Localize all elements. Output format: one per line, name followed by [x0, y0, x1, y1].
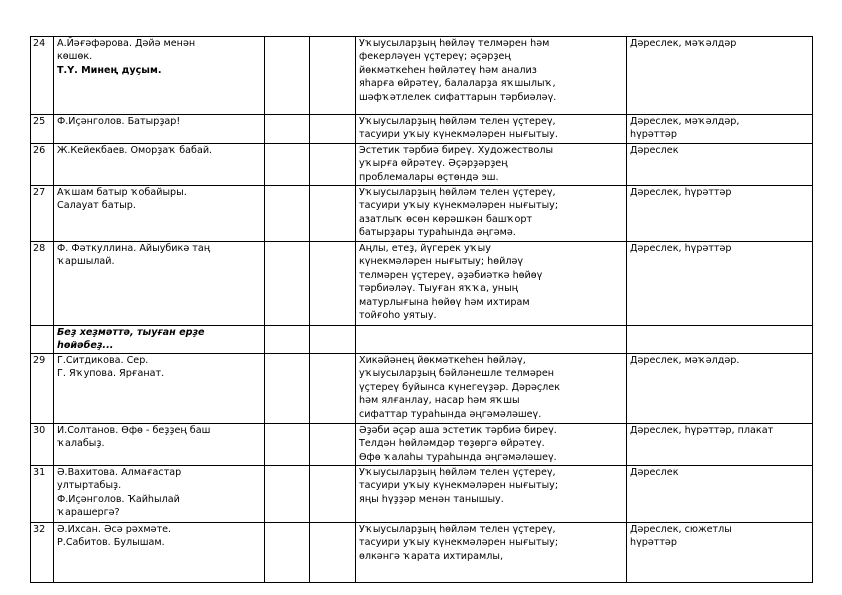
lesson-goals — [356, 466, 627, 523]
lesson-goals — [356, 354, 627, 424]
lesson-materials — [627, 144, 813, 186]
lesson-number: 28 — [31, 242, 54, 326]
empty-cell — [265, 523, 310, 583]
text-line: фекерләүен үҫтереү; әҫәрҙең — [359, 51, 511, 63]
empty-cell — [310, 354, 356, 424]
text-line: шәфҡәтлелек сифаттарын тәрбиәләү. — [359, 91, 557, 103]
lesson-number: 31 — [31, 466, 54, 523]
table-row — [31, 115, 813, 144]
lesson-goals — [356, 37, 627, 115]
text-line: Дәреслек, мәҡәлдәр, — [630, 116, 740, 127]
text-line: Г.Ситдикова. Сер. — [57, 355, 149, 366]
lesson-materials — [627, 326, 813, 354]
text-line: күнекмәләрен нығытыу; һөйләү — [359, 256, 524, 268]
lesson-topic — [54, 354, 265, 424]
text-line: батырҙары тураһында әңгәмә. — [359, 227, 516, 239]
empty-cell — [265, 115, 310, 144]
text-line: Эстетик тәрбиә биреү. Художестволы — [359, 145, 554, 156]
lesson-goals — [356, 242, 627, 326]
text-line: Дәреслек, сюжетлы — [630, 524, 732, 535]
text-line: һөйәбеҙ... — [57, 340, 114, 352]
text-line: азатлыҡ өсөн көрәшкән башҡорт — [359, 213, 533, 225]
text-line: Өфө ҡалаһы тураһында әңгәмәләшеү. — [359, 451, 557, 463]
empty-cell — [265, 186, 310, 242]
lesson-number: 26 — [31, 144, 54, 186]
text-line: Аҡшам батыр ҡобайыры. — [57, 187, 187, 198]
text-line: сифаттар тураһында әңгәмәләшеү. — [359, 408, 542, 420]
table-row — [31, 144, 813, 186]
text-line: Дәреслек, һүрәттәр, плакат — [630, 425, 774, 436]
text-line: Уҡыусыларҙың һөйләм телен үҫтереү, — [359, 467, 556, 478]
text-line: Беҙ хеҙмәттә, тыуған ерҙе — [57, 327, 205, 338]
text-line: уҡырға өйрәтеү. Әҫәрҙәрҙең — [359, 158, 508, 170]
text-line: Уҡыусыларҙың һөйләү телмәрен һәм — [359, 38, 550, 49]
table-row — [31, 37, 813, 115]
table-row — [31, 424, 813, 466]
text-line: Хикәйәнең йөкмәткеһен һөйләү, — [359, 355, 526, 366]
text-line: Дәреслек, һүрәттәр — [630, 187, 732, 198]
empty-cell — [310, 523, 356, 583]
text-line: һүрәттәр — [630, 129, 677, 141]
lesson-number — [31, 326, 54, 354]
table-row — [31, 326, 813, 354]
empty-cell — [265, 466, 310, 523]
lesson-materials — [627, 523, 813, 583]
empty-cell — [310, 466, 356, 523]
text-line: Ә.Ихсан. Әсә рәхмәте. — [57, 524, 172, 535]
lesson-number: 27 — [31, 186, 54, 242]
lesson-number: 29 — [31, 354, 54, 424]
empty-cell — [265, 144, 310, 186]
text-line: Уҡыусыларҙың һөйләм телен үҫтереү, — [359, 524, 556, 535]
empty-cell — [310, 37, 356, 115]
text-line: матурлығына һөйөү һәм ихтирам — [359, 296, 530, 308]
lesson-topic — [54, 115, 265, 144]
text-line: Ә.Вахитова. Алмағастар — [57, 467, 182, 478]
text-line: Телдән һөйләмдәр төҙөргә өйрәтеү. — [359, 438, 545, 450]
text-line: тасуири уҡыу күнекмәләрен нығытыу; — [359, 200, 559, 212]
empty-cell — [310, 144, 356, 186]
lesson-goals — [356, 523, 627, 583]
empty-cell — [310, 242, 356, 326]
lesson-number: 24 — [31, 37, 54, 115]
text-line: тасуири уҡыу күнекмәләрен нығытыу; — [359, 537, 559, 549]
lesson-goals — [356, 144, 627, 186]
text-line: телмәрен үҫтереү, әҙәбиәткә һөйөү — [359, 269, 543, 281]
text-line: Аңлы, етеҙ, йүгерек уҡыу — [359, 243, 491, 254]
table-row — [31, 523, 813, 583]
lesson-topic — [54, 326, 265, 354]
text-line: һүрәттәр — [630, 537, 677, 549]
text-line: Р.Сабитов. Булышам. — [57, 537, 165, 549]
text-line: Ф.Иҫәнголов. Ҡайһылай — [57, 493, 180, 505]
empty-cell — [265, 242, 310, 326]
lesson-goals — [356, 186, 627, 242]
lesson-topic — [54, 466, 265, 523]
lesson-topic — [54, 523, 265, 583]
empty-cell — [310, 326, 356, 354]
text-line: Уҡыусыларҙың һөйләм телен үҫтереү, — [359, 187, 556, 198]
table-row — [31, 466, 813, 523]
lesson-topic — [54, 144, 265, 186]
lesson-topic — [54, 424, 265, 466]
lesson-materials — [627, 115, 813, 144]
text-line: тасуири уҡыу күнекмәләрен нығытыу. — [359, 129, 558, 141]
lesson-topic — [54, 242, 265, 326]
text-line: ҡаршылай. — [57, 256, 115, 268]
lesson-plan-table — [30, 36, 813, 583]
text-line: яңы һүҙҙәр менән танышыу. — [359, 493, 504, 505]
lesson-topic — [54, 37, 265, 115]
text-line: ҡалабыҙ. — [57, 438, 105, 450]
lesson-materials — [627, 186, 813, 242]
text-line: Уҡыусыларҙың һөйләм телен үҫтереү, — [359, 116, 556, 127]
text-line: тойғоһо уятыу. — [359, 310, 437, 322]
text-line: тәрбиәләү. Тыуған яҡҡа, уның — [359, 283, 518, 295]
text-line: Салауат батыр. — [57, 200, 136, 212]
text-line: ҡарашергә? — [57, 507, 120, 519]
lesson-goals — [356, 115, 627, 144]
lesson-materials — [627, 37, 813, 115]
text-line: А.Йәғәфәрова. Дәйә менән — [57, 38, 196, 49]
text-line: өлкәнгә ҡарата ихтирамлы, — [359, 550, 504, 562]
text-line: Т.Ү. Минең дуҫым. — [57, 64, 162, 76]
lesson-goals — [356, 326, 627, 354]
text-line: Әҙәби әҫәр аша эстетик тәрбиә биреү. — [359, 425, 557, 436]
empty-cell — [310, 186, 356, 242]
table-row — [31, 242, 813, 326]
text-line: һәм ялғанлау, насар һәм яҡшы — [359, 395, 520, 407]
text-line: йөкмәткеһен һөйләтеү һәм анализ — [359, 64, 537, 76]
empty-cell — [265, 424, 310, 466]
empty-cell — [310, 424, 356, 466]
lesson-number: 30 — [31, 424, 54, 466]
text-line: И.Солтанов. Өфө - беҙҙең баш — [57, 425, 211, 436]
text-line: тасуири уҡыу күнекмәләрен нығытыу; — [359, 480, 559, 492]
lesson-number: 32 — [31, 523, 54, 583]
lesson-materials — [627, 424, 813, 466]
lesson-materials — [627, 354, 813, 424]
text-line: Ф.Иҫәнголов. Батырҙар! — [57, 116, 181, 127]
text-line: Г. Яҡупова. Ярғанат. — [57, 368, 165, 380]
empty-cell — [310, 115, 356, 144]
text-line: Ж.Кейекбаев. Оморҙаҡ бабай. — [57, 145, 213, 156]
empty-cell — [265, 354, 310, 424]
text-line: Дәреслек — [630, 145, 679, 156]
text-line: уҡыусыларҙың бәйләнешле телмәрен — [359, 368, 555, 380]
table-row — [31, 354, 813, 424]
text-line: Дәреслек, мәҡәлдәр. — [630, 355, 740, 366]
text-line: ултыртабыҙ. — [57, 480, 122, 492]
table-row — [31, 186, 813, 242]
lesson-materials — [627, 466, 813, 523]
lesson-number: 25 — [31, 115, 54, 144]
text-line: Дәреслек — [630, 467, 679, 478]
text-line: Дәреслек, һүрәттәр — [630, 243, 732, 254]
text-line: проблемалары өҫтөндә эш. — [359, 171, 499, 183]
text-line: көшөк. — [57, 51, 93, 63]
text-line: үҫтереү буйынса күнегеүҙәр. Дәрәҫлек — [359, 381, 560, 393]
text-line: Ф. Фәткуллина. Айыубикә таң — [57, 243, 211, 254]
lesson-materials — [627, 242, 813, 326]
text-line: яһарға өйрәтеү, балаларҙа яҡшылыҡ, — [359, 78, 556, 90]
lesson-goals — [356, 424, 627, 466]
text-line: Дәреслек, мәҡәлдәр — [630, 38, 737, 49]
empty-cell — [265, 37, 310, 115]
empty-cell — [265, 326, 310, 354]
lesson-topic — [54, 186, 265, 242]
